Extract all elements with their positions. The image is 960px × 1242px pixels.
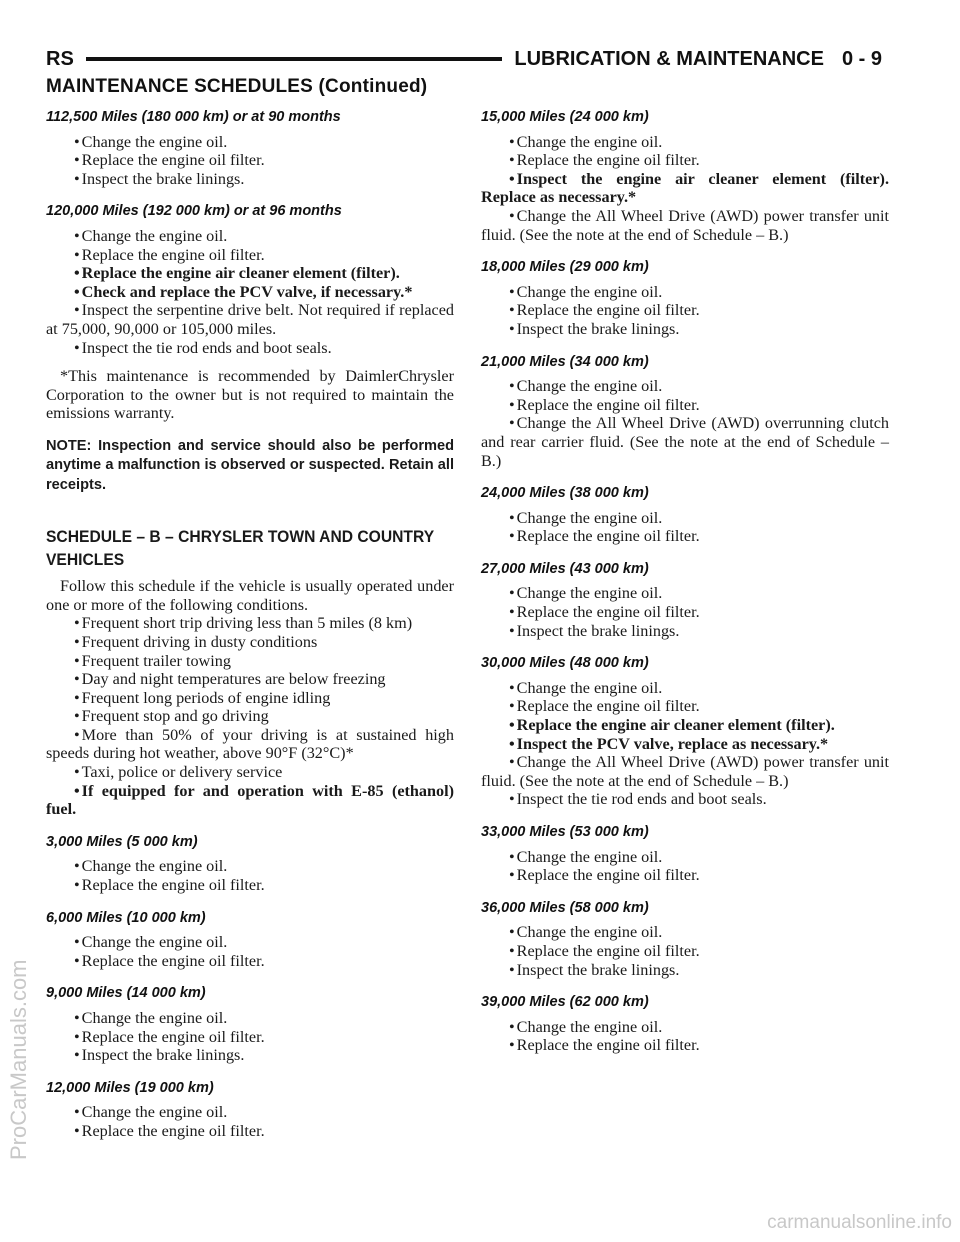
left-mileage-blocks — [46, 108, 454, 367]
right-mileage-blocks — [481, 108, 889, 1065]
bullet-icon: • — [509, 1036, 515, 1055]
list-item-text: Taxi, police or delivery service — [81, 763, 283, 782]
bullet-icon: • — [74, 169, 80, 188]
page-header — [46, 44, 882, 74]
bullet-icon: • — [74, 226, 80, 245]
list-item — [481, 377, 889, 396]
bullet-icon: • — [509, 584, 515, 603]
mileage-block — [481, 993, 889, 1055]
list-item-text: Inspect the PCV valve, replace as necessary.* — [516, 734, 829, 753]
list-item-text: Replace the engine oil filter. — [81, 1121, 265, 1140]
list-item — [46, 633, 454, 652]
bullet-icon: • — [509, 923, 515, 942]
mileage-block — [46, 108, 454, 188]
list-item-text: Replace the engine oil filter. — [516, 301, 700, 320]
list-item — [481, 1018, 889, 1037]
list-item-text: Replace the engine oil filter. — [516, 941, 700, 960]
bullet-icon: • — [74, 264, 80, 283]
bullet-icon: • — [74, 614, 80, 633]
list-item-text: Change the All Wheel Drive (AWD) power transfer unit fluid. (See the note at the end of Schedule – B.) — [481, 206, 889, 244]
header-page-number: 0 - 9 — [841, 47, 882, 70]
bullet-icon: • — [509, 169, 515, 188]
list-item — [46, 614, 454, 633]
bullet-icon: • — [74, 857, 80, 876]
list-item-text: Frequent trailer towing — [81, 651, 231, 670]
bullet-icon: • — [74, 951, 80, 970]
mileage-block — [481, 353, 889, 471]
bullet-icon: • — [509, 301, 515, 320]
list-item-text: If equipped for and operation with E-85 (ethanol) fuel. — [46, 781, 454, 819]
mileage-heading: 27,000 Miles (43 000 km) — [481, 560, 649, 577]
bullet-icon: • — [74, 651, 80, 670]
mileage-block — [46, 833, 454, 895]
footnote: *This maintenance is recommended by DaimlerChrysler Corporation to the owner but is not required to maintain the emissions warranty. — [46, 367, 454, 423]
list-item — [46, 876, 454, 895]
mileage-heading: 112,500 Miles (180 000 km) or at 90 months — [46, 109, 341, 125]
bullet-icon: • — [509, 132, 515, 151]
mileage-block — [481, 823, 889, 885]
header-chapter-title: LUBRICATION & MAINTENANCE — [514, 47, 824, 70]
bullet-icon: • — [509, 678, 515, 697]
list-item — [481, 320, 889, 339]
list-item-text: Change the engine oil. — [81, 1009, 228, 1027]
list-item — [46, 707, 454, 726]
list-item — [481, 509, 889, 528]
list-item — [481, 735, 889, 754]
list-item-text: Replace the engine oil filter. — [516, 866, 700, 885]
list-item-text: Change the engine oil. — [516, 923, 663, 942]
bullet-icon: • — [74, 933, 80, 952]
bullet-icon: • — [509, 960, 515, 979]
list-item-text: Inspect the tie rod ends and boot seals. — [516, 790, 767, 809]
list-item — [46, 151, 454, 170]
list-item — [481, 151, 889, 170]
list-item — [481, 207, 889, 244]
bullet-icon: • — [74, 1103, 80, 1122]
list-item-text: Change the engine oil. — [81, 226, 228, 245]
mileage-heading: 33,000 Miles (53 000 km) — [481, 824, 649, 840]
mileage-block — [46, 909, 454, 971]
list-item-text: Change the engine oil. — [516, 377, 663, 396]
list-item — [481, 790, 889, 809]
list-item — [46, 170, 454, 189]
list-item — [46, 1122, 454, 1141]
bullet-icon: • — [509, 282, 515, 301]
list-item-text: Change the engine oil. — [81, 1103, 228, 1122]
list-item-text: Replace the engine oil filter. — [516, 395, 700, 414]
bullet-icon: • — [74, 1027, 80, 1046]
list-item — [481, 923, 889, 942]
mileage-heading: 120,000 Miles (192 000 km) or at 96 months — [46, 203, 342, 220]
section-title: MAINTENANCE SCHEDULES (Continued) — [46, 76, 428, 97]
list-item — [481, 1036, 889, 1055]
header-model-code: RS — [46, 47, 74, 70]
mileage-block — [46, 984, 454, 1064]
list-item — [481, 942, 889, 961]
list-item — [481, 170, 889, 207]
bullet-icon: • — [74, 781, 80, 800]
list-item — [481, 603, 889, 622]
list-item-text: Replace the engine oil filter. — [516, 527, 700, 546]
list-item — [46, 726, 454, 763]
list-item-text: Change the engine oil. — [516, 1017, 663, 1036]
list-item-text: Inspect the brake linings. — [81, 1046, 245, 1065]
bullet-icon: • — [74, 132, 80, 151]
list-item-text: Inspect the brake linings. — [516, 621, 680, 640]
mileage-block — [481, 258, 889, 338]
schedule-intro: Follow this schedule if the vehicle is usually operated under one or more of the following conditions. — [46, 577, 454, 614]
bullet-icon: • — [74, 1046, 80, 1065]
list-item — [46, 1046, 454, 1065]
list-item — [46, 246, 454, 265]
list-item — [46, 952, 454, 971]
bullet-icon: • — [74, 632, 80, 651]
mileage-block — [481, 560, 889, 640]
list-item — [481, 622, 889, 641]
list-item-text: Frequent stop and go driving — [81, 707, 269, 726]
mileage-heading: 24,000 Miles (38 000 km) — [481, 485, 649, 502]
list-item-text: Frequent long periods of engine idling — [81, 688, 331, 707]
list-item-text: Change the engine oil. — [81, 857, 228, 876]
mileage-heading: 3,000 Miles (5 000 km) — [46, 833, 198, 850]
right-column — [481, 108, 889, 1065]
bullet-icon: • — [74, 707, 80, 726]
list-item — [481, 753, 889, 790]
header-rule — [86, 57, 503, 61]
bullet-icon: • — [509, 716, 515, 735]
list-item-text: Change the engine oil. — [81, 132, 228, 151]
list-item — [481, 679, 889, 698]
mileage-heading: 21,000 Miles (34 000 km) — [481, 353, 649, 370]
footer-watermark: carmanualsonline.info — [767, 1212, 952, 1233]
mileage-heading: 39,000 Miles (62 000 km) — [481, 994, 649, 1011]
list-item-text: Replace the engine air cleaner element (filter). — [81, 264, 400, 283]
list-item-text: Replace the engine oil filter. — [81, 876, 265, 895]
list-item — [481, 866, 889, 885]
list-item-text: Change the All Wheel Drive (AWD) power transfer unit fluid. (See the note at the end of Schedule – B.) — [481, 753, 889, 790]
list-item-text: Frequent short trip driving less than 5 miles (8 km) — [81, 614, 413, 633]
list-item — [46, 339, 454, 358]
bullet-icon: • — [509, 377, 515, 396]
bullet-icon: • — [509, 941, 515, 960]
list-item — [46, 857, 454, 876]
list-item-text: Change the engine oil. — [516, 282, 663, 301]
list-item — [46, 264, 454, 283]
list-item-text: Inspect the brake linings. — [516, 960, 680, 979]
list-item-text: Replace the engine oil filter. — [81, 951, 265, 970]
bullet-icon: • — [74, 282, 80, 301]
list-item — [46, 933, 454, 952]
bullet-icon: • — [509, 790, 515, 809]
left-mileage-blocks-2 — [46, 833, 454, 1151]
list-item — [46, 227, 454, 246]
list-item-text: Replace the engine oil filter. — [81, 151, 265, 170]
bullet-icon: • — [509, 847, 515, 866]
mileage-block — [46, 202, 454, 357]
bullet-icon: • — [509, 414, 515, 433]
list-item-text: More than 50% of your driving is at sustained high speeds during hot weather, above 90°F (32°C)* — [46, 725, 454, 763]
list-item — [481, 961, 889, 980]
list-item-text: Change the engine oil. — [516, 847, 663, 866]
list-item-text: Inspect the serpentine drive belt. Not required if replaced at 75,000, 90,000 or 105,000 miles. — [46, 301, 454, 338]
list-item — [481, 716, 889, 735]
list-item-text: Replace the engine oil filter. — [516, 697, 700, 716]
list-item — [46, 670, 454, 689]
bullet-icon: • — [74, 688, 80, 707]
schedule-b-title: SCHEDULE – B – CHRYSLER TOWN AND COUNTRY VEHICLES — [46, 527, 434, 570]
list-item-text: Change the engine oil. — [516, 508, 663, 527]
watermark-text: ProCarManuals.com — [6, 959, 31, 1160]
bullet-icon: • — [509, 151, 515, 170]
bullet-icon: • — [509, 527, 515, 546]
list-item — [46, 689, 454, 708]
list-item-text: Replace the engine oil filter. — [516, 1036, 700, 1055]
list-item — [481, 527, 889, 546]
list-item-text: Inspect the engine air cleaner element (filter). Replace as necessary.* — [481, 169, 889, 207]
bullet-icon: • — [509, 395, 515, 414]
bullet-icon: • — [74, 670, 80, 689]
list-item-text: Day and night temperatures are below freezing — [81, 670, 386, 689]
list-item-text: Change the engine oil. — [516, 132, 663, 151]
bullet-icon: • — [509, 319, 515, 338]
list-item — [481, 414, 889, 470]
bullet-icon: • — [74, 1009, 80, 1027]
bullet-icon: • — [74, 338, 80, 357]
mileage-heading: 12,000 Miles (19 000 km) — [46, 1079, 214, 1096]
bullet-icon: • — [509, 753, 515, 772]
list-item-text: Inspect the tie rod ends and boot seals. — [81, 338, 332, 357]
list-item-text: Replace the engine air cleaner element (filter). — [516, 716, 835, 735]
list-item-text: Inspect the brake linings. — [81, 169, 245, 188]
list-item-text: Change the engine oil. — [516, 584, 663, 603]
list-item-text: Frequent driving in dusty conditions — [81, 632, 318, 651]
bullet-icon: • — [509, 621, 515, 640]
mileage-heading: 18,000 Miles (29 000 km) — [481, 259, 649, 276]
list-item — [481, 133, 889, 152]
bullet-icon: • — [74, 876, 80, 895]
list-item-text: Replace the engine oil filter. — [81, 245, 265, 264]
list-item — [46, 1009, 454, 1028]
bullet-icon: • — [509, 734, 515, 753]
bullet-icon: • — [509, 697, 515, 716]
list-item — [46, 133, 454, 152]
list-item — [46, 301, 454, 338]
mileage-block — [481, 484, 889, 546]
bullet-icon: • — [74, 725, 80, 744]
bullet-icon: • — [74, 245, 80, 264]
list-item — [46, 652, 454, 671]
bullet-icon: • — [509, 603, 515, 622]
bullet-icon: • — [74, 301, 80, 320]
list-item — [481, 697, 889, 716]
mileage-heading: 15,000 Miles (24 000 km) — [481, 109, 649, 125]
list-item — [481, 396, 889, 415]
bullet-icon: • — [74, 763, 80, 782]
bullet-icon: • — [74, 151, 80, 170]
list-item — [46, 1103, 454, 1122]
bullet-icon: • — [509, 866, 515, 885]
mileage-heading: 6,000 Miles (10 000 km) — [46, 909, 206, 926]
mileage-block — [481, 108, 889, 244]
condition-list — [46, 614, 454, 819]
mileage-heading: 36,000 Miles (58 000 km) — [481, 899, 649, 916]
left-column — [46, 108, 454, 1151]
list-item — [481, 848, 889, 867]
list-item-text: Check and replace the PCV valve, if necessary.* — [81, 282, 413, 301]
bullet-icon: • — [509, 1017, 515, 1036]
list-item-text: Replace the engine oil filter. — [81, 1027, 265, 1046]
list-item-text: Change the All Wheel Drive (AWD) overrunning clutch and rear carrier fluid. (See the note at the end of Schedule – B.) — [481, 414, 889, 470]
list-item-text: Replace the engine oil filter. — [516, 151, 700, 170]
mileage-block — [481, 899, 889, 979]
bullet-icon: • — [509, 206, 515, 225]
bullet-icon: • — [509, 508, 515, 527]
mileage-block — [481, 654, 889, 809]
mileage-heading: 30,000 Miles (48 000 km) — [481, 655, 649, 672]
list-item-text: Replace the engine oil filter. — [516, 603, 700, 622]
bullet-icon: • — [74, 1121, 80, 1140]
list-item — [481, 584, 889, 603]
list-item — [481, 283, 889, 302]
list-item — [46, 1028, 454, 1047]
list-item — [481, 301, 889, 320]
list-item-text: Change the engine oil. — [81, 933, 228, 952]
list-item-text: Change the engine oil. — [516, 678, 663, 697]
list-item — [46, 782, 454, 819]
mileage-heading: 9,000 Miles (14 000 km) — [46, 985, 206, 1002]
list-item — [46, 283, 454, 302]
note: NOTE: Inspection and service should also be performed anytime a malfunction is observed or suspected. Retain all receipts. — [46, 437, 454, 493]
mileage-block — [46, 1079, 454, 1141]
list-item-text: Inspect the brake linings. — [516, 319, 680, 338]
list-item — [46, 763, 454, 782]
